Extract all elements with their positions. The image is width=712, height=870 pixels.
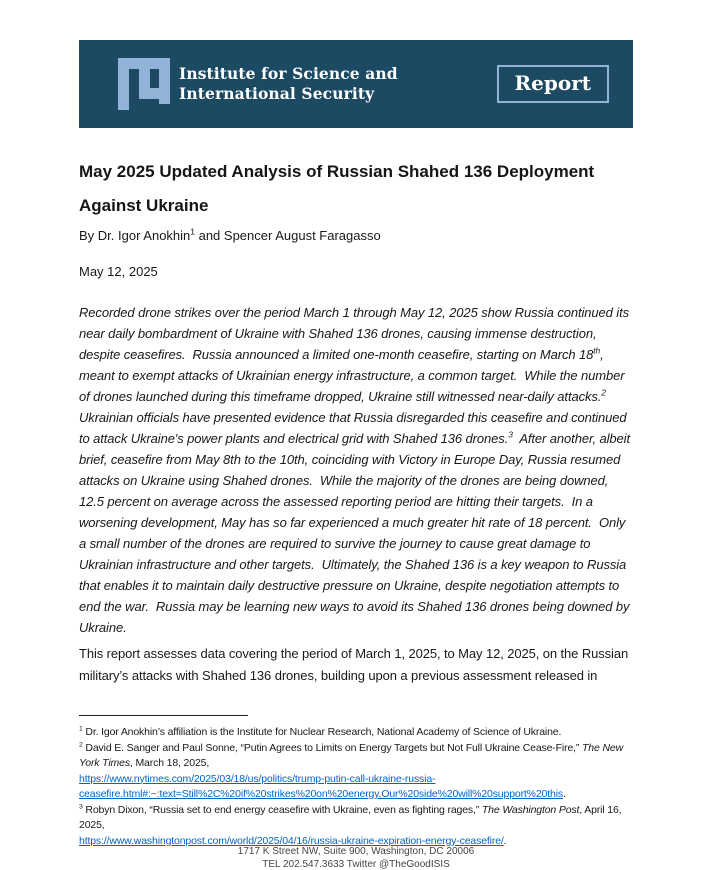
footnote-reference: 2 xyxy=(601,387,606,398)
footnote-reference: th xyxy=(593,345,601,356)
hyperlink[interactable]: https://www.washingtonpost.com/world/2025/04/16/russia-ukraine-expiration-energy-ceasefire/ xyxy=(79,834,504,847)
report-header-banner xyxy=(79,40,633,128)
footnote-reference: 1 xyxy=(190,226,195,237)
footnotes-section xyxy=(79,707,633,849)
italic-source-title: The New York Times xyxy=(79,741,626,769)
isis-square-spiral-logo-icon xyxy=(118,58,170,110)
document-content xyxy=(79,128,633,687)
byline: By Dr. Igor Anokhin$^1$ and Spencer August Faragasso xyxy=(79,226,381,243)
footnote-reference: 1 xyxy=(79,725,83,733)
org-name-line2: International Security xyxy=(179,84,375,103)
publication-date: May 12, 2025 xyxy=(79,264,158,279)
hyperlink[interactable]: https://www.nytimes.com/2025/03/18/us/politics/trump-putin-call-ukraine-russia-ceasefire.html#:~:text=Still%2C%20if%20strikes%20on%20energy,Our%20side%20will%20support%20this xyxy=(79,772,563,800)
footer-address: 1717 K Street NW, Suite 900, Washington, DC 20006 xyxy=(237,846,475,857)
org-name-line1: Institute for Science and xyxy=(179,64,398,83)
footnote-reference: 2 xyxy=(79,741,83,748)
footnote-reference: 3 xyxy=(508,429,513,440)
abstract-paragraph: Recorded drone strikes over the period March 1 through May 12, 2025 show Russia continued its near daily bombardment of Ukraine with Shahed 136 drones, causing immense destruction, despite ceasefires. Russia announced a limited one-month ceasefire, starting on March 18th, meant to exempt attacks of Ukrainian energy infrastructure, a common target. While the number of drones launched during this timeframe dropped, Ukraine still witnessed near-daily attacks.$^2$ Ukrainian officials have presented evidence that Russia disregarded this ceasefire and continued to attack Ukraine's power plants and electrical grid with Shahed 136 drones.$^3$ After another, albeit brief, ceasefire from May 8th to the 10th, coinciding with Victory in Europe Day, Russia resumed attacks on Ukraine using Shahed drones. While the majority of the drones are being downed, 12.5 percent on average across the assessed reporting period are hitting their targets. In a worsening development, May has so far experienced a much greater hit rate of 18 percent. Only a small number of the drones are required to survive the journey to cause great damage to Ukrainian infrastructure and other targets. Ultimately, the Shahed 136 is a key weapon to Russia that enables it to maintain daily destructive pressure on Ukraine, despite negotiation attempts to end the war. Russia may be learning new ways to avoid its Shahed 136 drones being downed by Ukraine. xyxy=(79,305,634,635)
footnote-separator-rule xyxy=(79,715,248,716)
org-name xyxy=(179,64,398,104)
footnote-reference: 3 xyxy=(79,803,83,810)
page-footer xyxy=(0,845,712,870)
intro-paragraph: This report assesses data covering the period of March 1, 2025, to May 12, 2025, on the Russian military’s attacks with Shahed 136 drones, building upon a previous assessment released in xyxy=(79,646,632,683)
footnote-2: $^2$ David E. Sanger and Paul Sonne, “Putin Agrees to Limits on Energy Targets but Not Full Ukraine Cease-Fire,” The New York Times, March 18, 2025, https://www.nytimes.com/2025/03/18/us/politics/trump-putin-call-ukraine-russia-ceasefire.html#:~:text=Still%2C%20if%20strikes%20on%20energy,Our%20side%20will%20support%20this. xyxy=(79,741,626,800)
footnote-1: $^1$ Dr. Igor Anokhin’s affiliation is the Institute for Nuclear Research, National Academy of Science of Ukraine. xyxy=(79,725,562,738)
report-title: May 2025 Updated Analysis of Russian Shahed 136 Deployment Against Ukraine xyxy=(79,162,595,215)
footer-contact: TEL 202.547.3633 Twitter @TheGoodISIS xyxy=(262,859,450,870)
report-type-badge: Report xyxy=(497,65,609,103)
italic-source-title: The Washington Post xyxy=(481,803,580,816)
footnote-3: $^3$ Robyn Dixon, “Russia set to end energy ceasefire with Ukraine, even as fighting rages,” The Washington Post, April 16, 2025, https://www.washingtonpost.com/world/2025/04/16/russia-ukraine-expiration-energy-ceasefire/. xyxy=(79,803,625,847)
